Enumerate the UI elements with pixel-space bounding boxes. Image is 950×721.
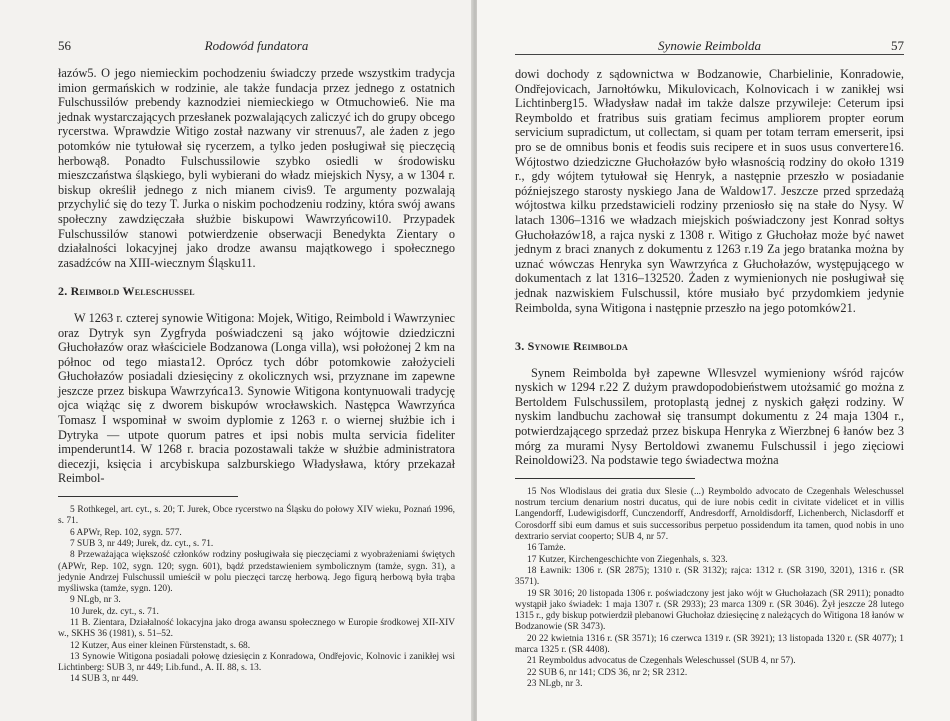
right-running-title: Synowie Reimbolda <box>658 38 761 53</box>
footnote-20: 20 22 kwietnia 1316 r. (SR 3571); 16 czerwca 1319 r. (SR 3921); 13 listopada 1320 r. (SR 4077); 1 marca 1325 r. (SR 4408). <box>515 633 904 655</box>
footnote-7: 7 SUB 3, nr 449; Jurek, dz. cyt., s. 71. <box>70 538 214 549</box>
left-footnote-rule <box>58 496 238 497</box>
left-paragraph-2: W 1263 r. czterej synowie Witigona: Mojek, Witigo, Reimbold i Wawrzyniec oraz Dytryk syn Zygfryda poświadczeni są jako wójtowie dziedziczni Głuchołazów oraz właściciele Bodzanowa (Longa villa), wsi położonej 2 km na północ od tego miasta12. Oprócz tych dóbr potomkowie założycieli Głuchołazów posiadali dziesięciny z okolicznych wsi, przyznane im zapewne jeszcze przez biskupa Wawrzyńca13. Synowie Witigona kontynuowali tradycję ojca wiążąc się z dworem biskupów wrocławskich. Następca Wawrzyńca Tomasz I wspominał w swoim dyplomie z 1263 r. o wiernej służbie ich i Dytryka — utpote quorum patres et ipsi nobis multa servicia fideliter impenderunt14. W 1268 r. bracia pozostawali także w służbie administratora diecezji, księcia i arcybiskupa salzburskiego Władysława, który przekazał Reimbol- <box>58 310 455 486</box>
footnote-22: 22 SUB 6, nr 141; CDS 36, nr 2; SR 2312. <box>527 667 688 678</box>
right-paragraph-1: dowi dochody z sądownictwa w Bodzanowie, Charbielinie, Konradowie, Ondřejovicach, Jarnołtówku, Mikulovicach, Kolnovicach i w zanikłej wsi Lichtinberg15. Władysław nadał im także dalsze przywileje: Ceterum ipsi Reymboldo et fratribus suis gratiam fecimus ampliorem propter eorum servicium supradictum, ut collectam, si quam per totam terram emerserit, ipsi pro se de omnibus bonis et feodis suis recipere et in suos usus convertere16. Wójtostwo dziedziczne Głuchołazów było własnością rodziny do około 1319 r., gdy wójtem tytułował się Henryk, a następnie przeszło w posiadanie późniejszego starosty nyskiego Jana de Waldow17. Jeszcze przed sprzedażą wójtostwa kilku przedstawicieli rodziny przeniosło się na stałe do Nysy. W latach 1306–1316 we władzach miejskich poświadczony jest Konrad sołtys Głuchołazów18, a rajca nyski z 1308 r. Witigo z Głuchołaz może być nawet jednym z braci znanych z dokumentu z 1263 r.19 Za jego bratanka można by uznać wówczas Henryka syn Wawrzyńca z Głuchołazów, występującego w dokumentach z lat 1316–132520. Żaden z wymienionych nie posługiwał się jednak nazwiskiem Fulschussil, które musiało być przydomkiem jedynie Reimbolda, syna Witigona i następnie przeszło na jego potomków21. <box>515 67 904 315</box>
right-running-head <box>515 38 904 55</box>
section-heading-3: 3. Synowie Reimbolda <box>515 339 629 354</box>
footnote-6: 6 APWr, Rep. 102, sygn. 577. <box>70 527 182 538</box>
right-body <box>515 67 904 468</box>
left-body <box>58 66 455 486</box>
footnote-21: 21 Reymboldus advocatus de Czegenhals Weleschussel (SUB 4, nr 57). <box>527 656 796 667</box>
footnote-14: 14 SUB 3, nr 449. <box>70 674 139 685</box>
right-footnotes <box>515 487 904 690</box>
footnote-13: 13 Synowie Witigona posiadali połowę dziesięcin z Konradowa, Ondřejovic, Kolnovic i zanikłej wsi Lichtinberg: SUB 3, nr 449; Lib.fund., A. II. 88, s. 13. <box>58 651 455 674</box>
left-running-head <box>58 38 455 54</box>
footnote-19: 19 SR 3016; 20 listopada 1306 r. poświadczony jest jako wójt w Głuchołazach (SR 2911); ponadto wystąpił jako świadek: 1 maja 1307 r. (SR 2933); 23 marca 1309 r. (SR 3046). Żył jeszcze 28 lutego 1315 r., gdy biskup potwierdził plebanowi Głuchołaz dziesięcinę z należących do Witigona 18 łanów w Bodzanowie (SR 3473). <box>515 588 904 633</box>
footnote-9: 9 NLgb, nr 3. <box>70 595 121 606</box>
footnote-18: 18 Ławnik: 1306 r. (SR 2875); 1310 r. (SR 3132); rajca: 1312 r. (SR 3190, 3201), 1316 r. (SR 3571). <box>515 565 904 588</box>
footnote-23: 23 NLgb, nr 3. <box>527 678 583 689</box>
left-page <box>0 0 473 721</box>
footnote-11: 11 B. Zientara, Działalność lokacyjna jako droga awansu społecznego w Europie środkowej XII-XIV w., SKHS 36 (1981), s. 51–52. <box>58 618 455 640</box>
footnote-15: 15 Nos Wlodislaus dei gratia dux Slesie (...) Reymboldo advocato de Czegenhals Weleschussel nostrum tercium denarium nostri ducatus, qui de iure nobis cedit in civitate videlicet et in villis Langendorff, Ludewigisdorff, Cunczendorff, Andresdorff, Arnoldisdorff, Lichenberch, Niclasdorff et Corosdorff sibi eum damus et suis successoribus perpetuo possidendum ita tamen, quod nobis in uno dextrario serviat cooperto; SUB 4, nr 57. <box>515 486 904 543</box>
footnote-12: 12 Kutzer, Aus einer kleinen Fürstenstadt, s. 68. <box>70 640 251 651</box>
right-page-number: 57 <box>891 38 904 53</box>
footnote-16: 16 Tamże. <box>527 543 566 554</box>
left-footnotes <box>58 505 455 686</box>
footnote-5: 5 Rothkegel, art. cyt., s. 20; T. Jurek, Obce rycerstwo na Śląsku do połowy XIV wieku, Poznań 1996, s. 71. <box>58 505 455 527</box>
footnote-17: 17 Kutzer, Kirchengeschichte von Ziegenhals, s. 323. <box>527 554 728 565</box>
right-paragraph-2: Synem Reimbolda był zapewne Wllesvzel wymieniony wśród rajców nyskich w 1294 r.22 Z dużym prawdopodobieństwem utożsamić go można z Bertoldem Fulschussilem, protoplastą jednej z nyskich gałęzi rodziny. W nyskim landbuchu zachował się transumpt dokumentu z 24 maja 1304 r., potwierdzającego sprzedaż przez biskupa Henryka z Wierzbnej 6 łanów bez 3 mórg za murami Nysy Bertoldowi zwanemu Fulschussil i jego zięciowi Reinoldowi23. Na podstawie tego świadectwa można <box>515 365 904 468</box>
right-page <box>477 0 950 721</box>
footnote-8: 8 Przeważająca większość członków rodziny posługiwała się pieczęciami z wyobrażeniami świętych (APWr, Rep. 102, sygn. 120; sygn. 601), bądź przedstawieniem symbolicznym (tamże, sygn. 31), a jedynie Andrzej Fulschussil umieścił w polu pieczęci tarczę herbową. Jego figurą herbową była trąba myśliwska (tamże, sygn. 120). <box>58 550 455 595</box>
left-page-number: 56 <box>58 38 71 53</box>
left-running-title: Rodowód fundatora <box>204 38 309 53</box>
left-paragraph-1: łazów5. O jego niemieckim pochodzeniu świadczy przede wszystkim tradycja imion germańskich w rodzinie, ale także fundacja przez jednego z ostatnich Fulschussilów prebendy kaznodziei niemieckiego w Otmuchowie6. Nie ma jednak wystarczających przesłanek pozwalających zaliczyć ich do grupy obcego rycerstwa. Wprawdzie Witigo został nazwany vir strenuus7, ale żaden z jego potomków nie tytułował się rycerzem, a tylko jeden posługiwał się pieczęcią herbową8. Ponadto Fulschussilowie szybko osiedli w środowisku mieszczaństwa śląskiego, byli wybierani do władz miejskich Nysy, a w 1304 r. biskup określił jednego z nich mianem civis9. Te argumenty pozwalają przychylić się do tezy T. Jurka o niskim pochodzeniu rodziny, która swój awans społeczny zawdzięczała służbie biskupowi Wawrzyńcowi10. Przypadek Fulschussilów stanowi potwierdzenie obserwacji Benedykta Zientary o działalności lokacyjnej jako drodze awansu majątkowego i społecznego zasadźców na XIII-wiecznym Śląsku11. <box>58 66 455 270</box>
footnote-10: 10 Jurek, dz. cyt., s. 71. <box>70 606 159 617</box>
section-heading-2: 2. Reimbold Weleschussel <box>58 284 195 299</box>
right-footnote-rule <box>515 478 695 479</box>
